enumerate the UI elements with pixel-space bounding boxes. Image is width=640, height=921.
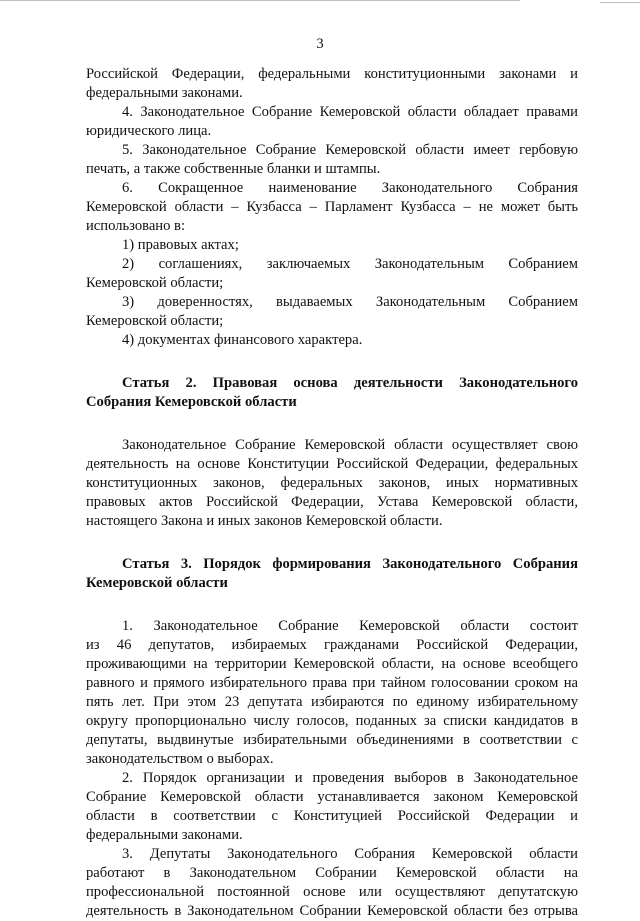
text-line: 6. Сокращенное наименование Законодательного Собрания — [122, 180, 578, 196]
text-line: Собрание Кемеровской области устанавливается законом Кемеровской — [86, 789, 578, 805]
text-line: Кемеровской области; — [86, 275, 224, 291]
text-line: профессиональной постоянной основе или осуществляют депутатскую — [86, 884, 578, 900]
text-line: равного и прямого избирательного права при тайном голосовании сроком на — [86, 675, 578, 691]
scan-edge-line — [600, 2, 640, 3]
text-line: округу пропорционально числу голосов, поданных за списки кандидатов в — [86, 713, 578, 729]
document-body — [86, 65, 578, 921]
scan-edge-line — [0, 0, 520, 1]
text-line: печать, а также собственные бланки и штампы. — [86, 161, 381, 177]
text-line: Законодательное Собрание Кемеровской области осуществляет свою — [122, 437, 578, 453]
text-line: использовано в: — [86, 218, 185, 234]
text-line: 4. Законодательное Собрание Кемеровской области обладает правами — [122, 104, 578, 120]
article-2-heading: Статья 2. Правовая основа деятельности Законодательного — [122, 375, 578, 391]
page-number: 3 — [316, 36, 324, 52]
text-line: 1. Законодательное Собрание Кемеровской области состоит — [122, 618, 578, 634]
article-3-heading: Статья 3. Порядок формирования Законодательного Собрания — [122, 556, 578, 572]
text-line: депутаты, выдвинутые избирательными объединениями в соответствии с — [86, 732, 578, 748]
text-line: проживающими на территории Кемеровской области, на основе всеобщего — [86, 656, 578, 672]
text-line: деятельность на основе Конституции Российской Федерации, федеральных — [86, 456, 578, 472]
text-line: 3. Депутаты Законодательного Собрания Кемеровской области — [122, 846, 578, 862]
spacer — [86, 593, 578, 617]
text-line: федеральными законами. — [86, 85, 243, 101]
text-line: юридического лица. — [86, 123, 212, 139]
list-item: 4) документах финансового характера. — [122, 332, 363, 348]
article-3-heading: Кемеровской области — [86, 575, 228, 591]
list-item: 1) правовых актах; — [122, 237, 239, 253]
text-line: конституционных законов, федеральных законов, иных нормативных — [86, 475, 578, 491]
spacer — [86, 350, 578, 374]
text-line: правовых актов Российской Федерации, Устава Кемеровской области, — [86, 494, 578, 510]
spacer — [86, 412, 578, 436]
text-line: 5. Законодательное Собрание Кемеровской области имеет гербовую — [122, 142, 578, 158]
text-line: Российской Федерации, федеральными конституционными законами и — [86, 66, 578, 82]
list-item: 3) доверенностях, выдаваемых Законодательным Собранием — [122, 294, 578, 310]
text-line: области в соответствии с Конституцией Российской Федерации и — [86, 808, 578, 824]
list-item: 2) соглашениях, заключаемых Законодательным Собранием — [122, 256, 578, 272]
text-line: из 46 депутатов, избираемых гражданами Российской Федерации, — [86, 637, 578, 653]
text-line: законодательством о выборах. — [86, 751, 274, 767]
text-line: пять лет. При этом 23 депутата избираются по единому избирательному — [86, 694, 578, 710]
text-line: работают в Законодательном Собрании Кемеровской области на — [86, 865, 578, 881]
text-line: 2. Порядок организации и проведения выборов в Законодательное — [122, 770, 578, 786]
text-line: деятельность в Законодательном Собрании Кемеровской области без отрыва — [86, 903, 578, 919]
spacer — [86, 531, 578, 555]
text-line: федеральными законами. — [86, 827, 243, 843]
text-line: Кемеровской области; — [86, 313, 224, 329]
article-2-heading: Собрания Кемеровской области — [86, 394, 297, 410]
text-line: настоящего Закона и иных законов Кемеровской области. — [86, 513, 443, 529]
text-line: Кемеровской области – Кузбасса – Парламент Кузбасса – не может быть — [86, 199, 578, 215]
